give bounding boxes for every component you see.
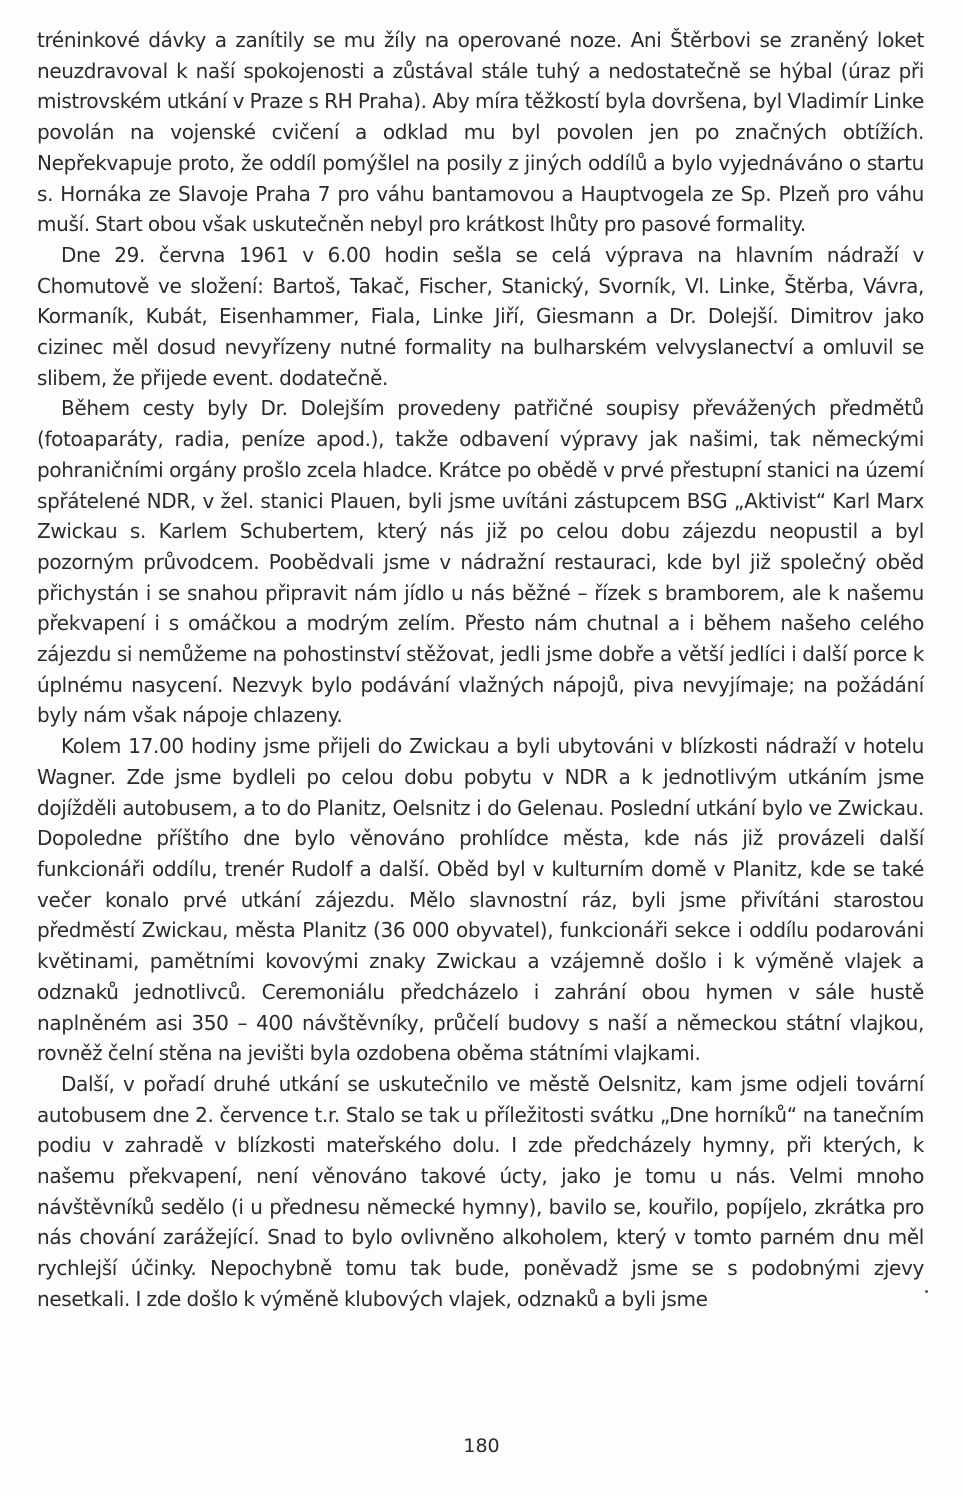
- page-number: 180: [463, 1435, 500, 1457]
- body-text: [37, 25, 924, 1315]
- margin-mark: [925, 1290, 928, 1293]
- paragraph: Dne 29. června 1961 v 6.00 hodin sešla se celá výprava na hlavním nádraží v Chomutově ve složení: Bartoš, Takač, Fischer, Stanický, Svorník, Vl. Linke, Štěrba, Vávra, Kormaník, Kubát, Eisenhammer, Fiala, Linke Jiří, Giesmann a Dr. Dolejší. Dimitrov jako cizinec měl dosud nevyřízeny nutné formality na bulharském velvyslanectví a omluvil se slibem, že přijede event. dodatečně.: [37, 242, 924, 390]
- paragraph: Další, v pořadí druhé utkání se uskutečnilo ve městě Oelsnitz, kam jsme odjeli tovární autobusem dne 2. července t.r. Stalo se tak u příležitosti svátku „Dne horníků“ na tanečním podiu v zahradě v blízkosti mateřského dolu. I zde předcházely hymny, při kterých, k našemu překvapení, není věnováno takové úcty, jako je tomu u nás. Velmi mnoho návštěvníků sedělo (i u přednesu německé hymny), bavilo se, kouřilo, popíjelo, zkrátka pro nás chování zarážející. Snad to bylo ovlivněno alkoholem, který v tomto parném dnu měl rychlejší účinky. Nepochybně tomu tak bude, poněvadž jsme se s podobnými zjevy nesetkali. I zde došlo k výměně klubových vlajek, odznaků a byli jsme: [37, 1071, 924, 1311]
- paragraph: Během cesty byly Dr. Dolejším provedeny patřičné soupisy převážených předmětů (fotoaparáty, radia, peníze apod.), takže odbavení výpravy jak našimi, tak německými pohraničními orgány prošlo zcela hladce. Krátce po obědě v prvé přestupní stanici na území spřátelené NDR, v žel. stanici Plauen, byli jsme uvítáni zástupcem BSG „Aktivist“ Karl Marx Zwickau s. Karlem Schubertem, který nás již po celou dobu zájezdu neopustil a byl pozorným průvodcem. Poobědvali jsme v nádražní restauraci, kde byl již společný oběd přichystán i se snahou připravit nám jídlo u nás běžné – řízek s bramborem, ale k našemu překvapení i s omáčkou a modrým zelím. Přesto nám chutnal a i během našeho celého zájezdu si nemůžeme na pohostinství stěžovat, jedli jsme dobře a větší jedlíci i další porce k úplnému nasycení. Nezvyk bylo podávání vlažných nápojů, piva nevyjímaje; na požádání byly nám však nápoje chlazeny.: [37, 396, 924, 728]
- paragraph: Kolem 17.00 hodiny jsme přijeli do Zwickau a byli ubytováni v blízkosti nádraží v hotelu Wagner. Zde jsme bydleli po celou dobu pobytu v NDR a k jednotlivým utkáním jsme dojížděli autobusem, a to do Planitz, Oelsnitz i do Gelenau. Poslední utkání bylo ve Zwickau. Dopoledne příštího dne bylo věnováno prohlídce města, kde nás již provázeli další funkcionáři oddílu, trenér Rudolf a další. Oběd byl v kulturním domě v Planitz, kde se také večer konalo prvé utkání zájezdu. Mělo slavnostní ráz, byli jsme přivítáni starostou předměstí Zwickau, města Planitz (36 000 obyvatel), funkcionáři sekce i oddílu podarováni květinami, pamětními kovovými znaky Zwickau a vzájemně došlo i k výměně vlajek a odznaků jednotlivců. Ceremoniálu předcházelo i zahrání obou hymen v sále hustě naplněném asi 350 – 400 návštěvníky, průčelí budovy s naší a německou státní vlajkou, rovněž čelní stěna na jevišti byla ozdobena oběma státními vlajkami.: [37, 734, 924, 1066]
- paragraph: tréninkové dávky a zanítily se mu žíly na operované noze. Ani Štěrbovi se zraněný loket neuzdravoval k naší spokojenosti a zůstával stále tuhý a nedostatečně se hýbal (úraz při mistrovském utkání v Praze s RH Praha). Aby míra těžkostí byla dovršena, byl Vladimír Linke povolán na vojenské cvičení a odklad mu byl povolen jen po značných obtížích. Nepřekvapuje proto, že oddíl pomýšlel na posily z jiných oddílů a bylo vyjednáváno o startu s. Hornáka ze Slavoje Praha 7 pro váhu bantamovou a Hauptvogela ze Sp. Plzeň pro váhu muší. Start obou však uskutečněn nebyl pro krátkost lhůty pro pasové formality.: [37, 28, 924, 237]
